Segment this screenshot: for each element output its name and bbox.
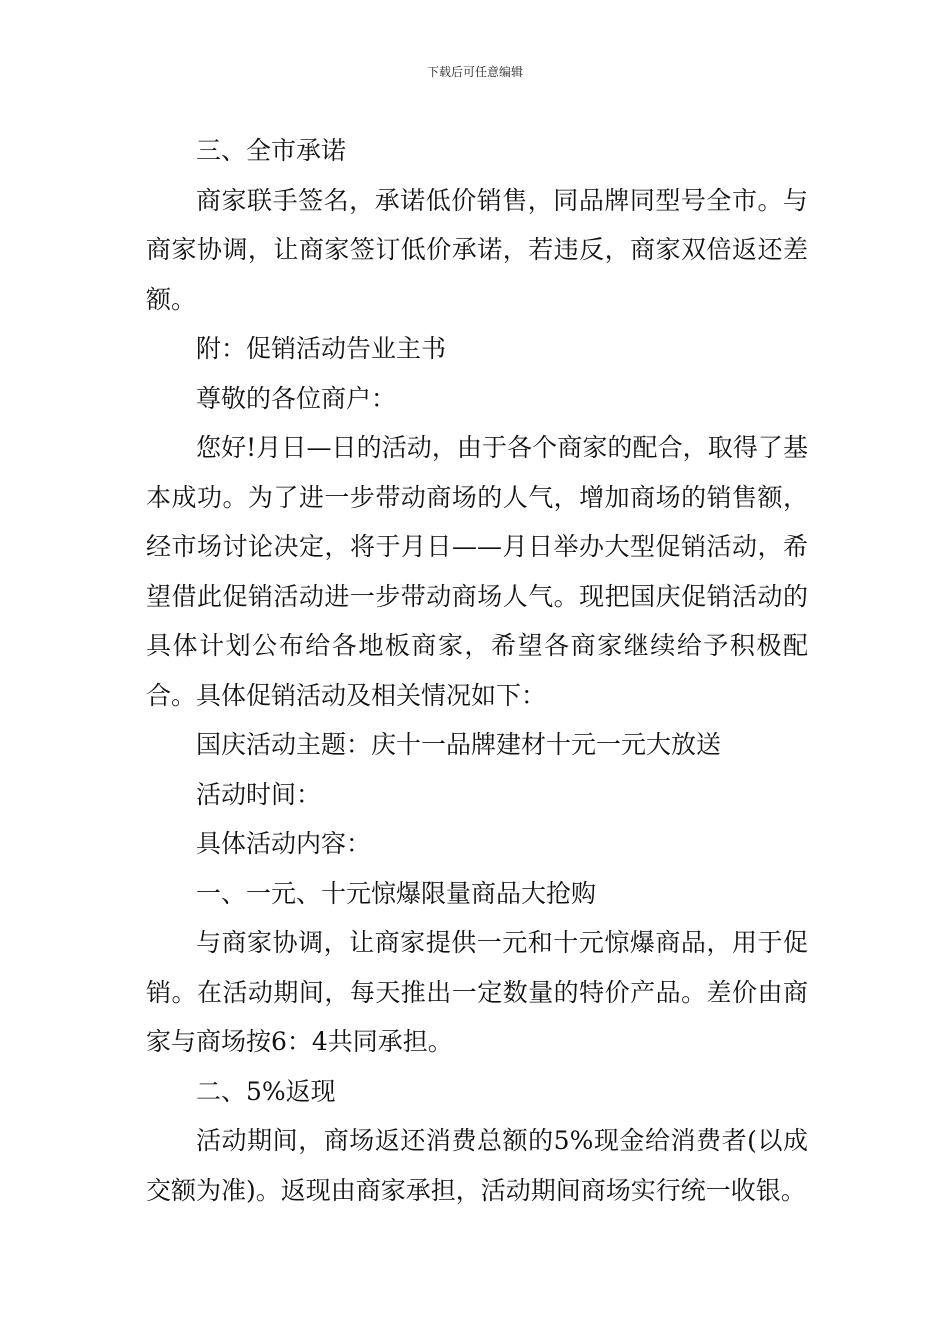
paragraph-low-price-promise: 商家联手签名，承诺低价销售，同品牌同型号全市。与商家协调，让商家签订低价承诺，若违反，商家双倍返还差额。 [146, 185, 808, 314]
paragraph-flash-sale: 与商家协调，让商家提供一元和十元惊爆商品，用于促销。在活动期间，每天推出一定数量的特价产品。差价由商家与商场按6：4共同承担。 [146, 928, 808, 1056]
paragraph-cashback: 活动期间，商场返还消费总额的5%现金给消费者(以成交额为准)。返现由商家承担，活动期间商场实行统一收银。 [146, 1126, 808, 1205]
paragraph-introduction: 您好!月日—日的活动，由于各个商家的配合，取得了基本成功。为了进一步带动商场的人气，增加商场的销售额，经市场讨论决定，将于月日——月日举办大型促销活动，希望借此促销活动进一步带动商场人气。现把国庆促销活动的具体计划公布给各地板商家，希望各商家继续给予积极配合。具体促销活动及相关情况如下： [146, 433, 808, 710]
activity-content-heading: 具体活动内容： [196, 829, 372, 858]
section-heading-citywide-promise: 三、全市承诺 [196, 136, 347, 165]
document-body [146, 126, 808, 1215]
salutation: 尊敬的各位商户： [196, 383, 397, 413]
section-heading-flash-sale: 一、一元、十元惊爆限量商品大抢购 [196, 878, 597, 908]
section-heading-cashback: 二、5%返现 [196, 1076, 336, 1106]
activity-theme: 国庆活动主题：庆十一品牌建材十元一元大放送 [196, 730, 722, 759]
page-header: 下载后可任意编辑 [426, 65, 523, 79]
appendix-heading: 附：促销活动告业主书 [196, 334, 447, 363]
activity-time: 活动时间： [196, 779, 322, 809]
